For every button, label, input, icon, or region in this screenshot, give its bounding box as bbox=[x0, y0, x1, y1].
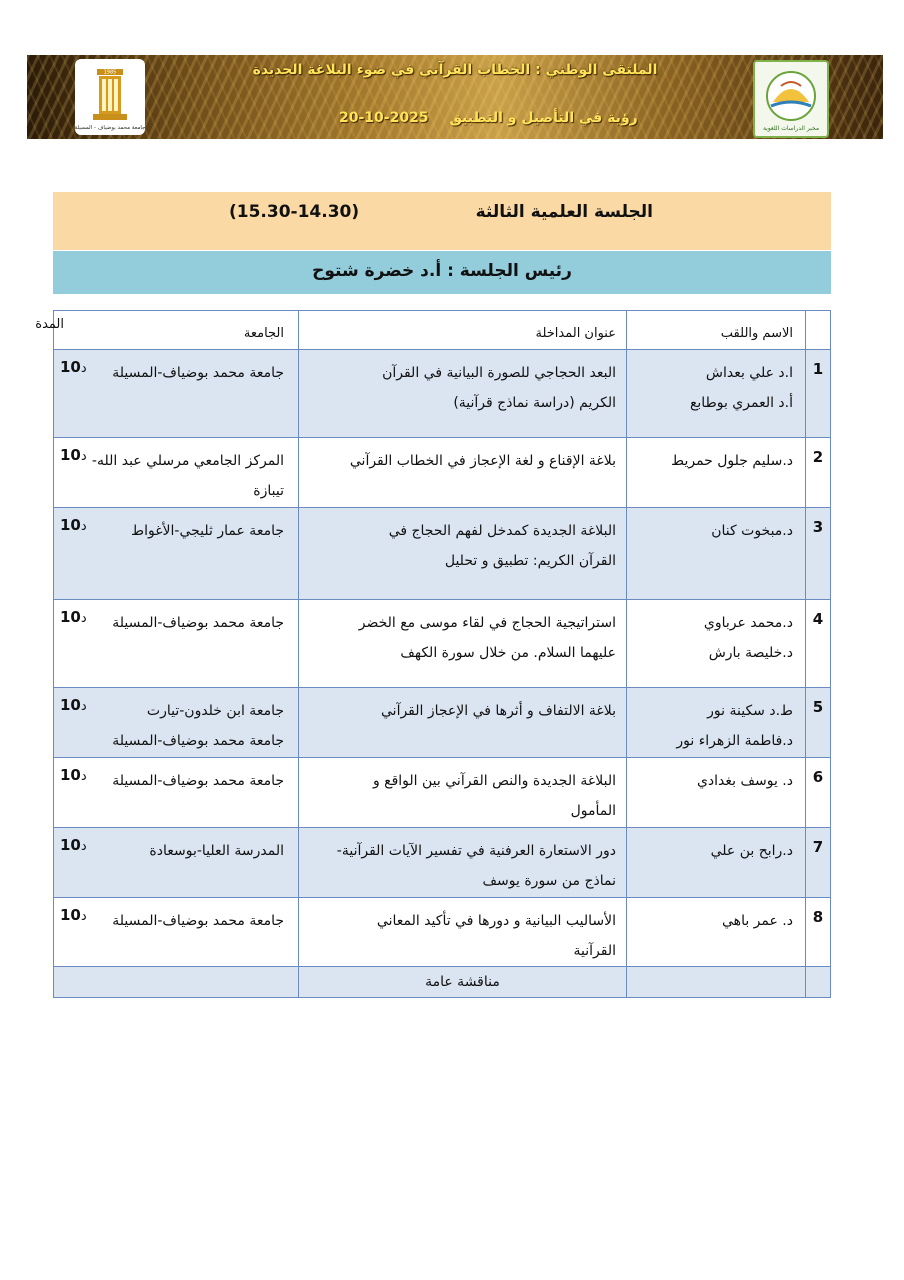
subtitle-text: رؤية في التأصيل و التطبيق bbox=[449, 110, 638, 126]
header-university: الجامعة bbox=[54, 311, 299, 350]
duration-value: 10 bbox=[60, 906, 81, 924]
talk-title-line: القرآنية bbox=[573, 943, 616, 959]
speaker-cell bbox=[627, 438, 806, 508]
university-line: تيبازة bbox=[253, 483, 284, 499]
university-line: جامعة عمار ثليجي-الأغواط bbox=[131, 523, 284, 539]
table-body bbox=[54, 350, 831, 998]
duration-unit: د bbox=[80, 909, 87, 924]
speaker-name: د.خليصة بارش bbox=[708, 645, 793, 661]
duration-value: 10 bbox=[60, 358, 81, 376]
talk-title-line: البعد الحجاجي للصورة البيانية في القرآن bbox=[382, 365, 616, 381]
talk-title-line: بلاغة الإقناع و لغة الإعجاز في الخطاب القرآني bbox=[349, 453, 616, 469]
session-time: (15.30-14.30) bbox=[229, 202, 360, 222]
lab-logo bbox=[753, 60, 829, 138]
discussion-univ-cell bbox=[54, 967, 299, 998]
duration-unit: د bbox=[80, 839, 87, 854]
logo-caption-text: جامعة محمد بوضياف - المسيلة bbox=[75, 125, 145, 131]
talk-title-line: المأمول bbox=[570, 803, 616, 819]
header-title: عنوان المداخلة bbox=[299, 311, 627, 350]
speaker-name: د.محمد عرباوي bbox=[703, 615, 793, 631]
talk-title-line: الكريم (دراسة نماذج قرآنية) bbox=[453, 395, 616, 411]
university-line: جامعة ابن خلدون-تيارت bbox=[146, 703, 284, 719]
speaker-name: د.سليم جلول حمريط bbox=[671, 453, 793, 469]
university-cell bbox=[54, 688, 299, 758]
discussion-num-cell bbox=[806, 967, 831, 998]
duration-value: 10 bbox=[60, 608, 81, 626]
talk-title-cell bbox=[299, 898, 627, 967]
speaker-cell bbox=[627, 758, 806, 828]
speaker-cell bbox=[627, 828, 806, 898]
session-header bbox=[53, 192, 831, 250]
table-header-row: الاسم واللقب عنوان المداخلة الجامعة المدة bbox=[54, 311, 831, 350]
duration-unit: د bbox=[80, 519, 87, 534]
discussion-label: مناقشة عامة bbox=[299, 967, 627, 998]
talk-title-cell bbox=[299, 438, 627, 508]
duration-value: 10 bbox=[60, 446, 81, 464]
speaker-cell bbox=[627, 350, 806, 438]
row-number: 8 bbox=[806, 898, 831, 967]
speaker-cell bbox=[627, 898, 806, 967]
speaker-name: د.مبخوت كنان bbox=[711, 523, 793, 539]
row-number: 7 bbox=[806, 828, 831, 898]
speaker-name: د.فاطمة الزهراء نور bbox=[676, 733, 793, 749]
row-number: 2 bbox=[806, 438, 831, 508]
speaker-name: د. عمر باهي bbox=[722, 913, 793, 929]
university-line: جامعة محمد بوضياف-المسيلة bbox=[112, 913, 284, 929]
header-num bbox=[806, 311, 831, 350]
talk-title-line: دور الاستعارة العرفنية في تفسير الآيات القرآنية- bbox=[336, 843, 616, 859]
duration-unit: د bbox=[80, 769, 87, 784]
university-cell bbox=[54, 828, 299, 898]
header-name: الاسم واللقب bbox=[627, 311, 806, 350]
duration-value: 10 bbox=[60, 766, 81, 784]
speaker-cell bbox=[627, 688, 806, 758]
conference-title: الملتقى الوطني : الخطاب القرآني في ضوء البلاغة الجديدة bbox=[252, 62, 658, 78]
duration-unit: د bbox=[80, 361, 87, 376]
speaker-name: د. يوسف بغدادي bbox=[696, 773, 793, 789]
speaker-cell bbox=[627, 600, 806, 688]
row-number: 5 bbox=[806, 688, 831, 758]
university-line: المدرسة العليا-بوسعادة bbox=[149, 843, 284, 859]
talk-title-line: استراتيجية الحجاج في لقاء موسى مع الخضر bbox=[358, 615, 616, 631]
row-number: 1 bbox=[806, 350, 831, 438]
session-chair-bar bbox=[53, 251, 831, 294]
university-cell bbox=[54, 438, 299, 508]
table-row bbox=[54, 600, 831, 688]
discussion-row bbox=[54, 967, 831, 998]
speaker-name: د.رابح بن علي bbox=[710, 843, 793, 859]
duration-unit: د bbox=[80, 611, 87, 626]
talk-title-cell bbox=[299, 758, 627, 828]
talk-title-cell bbox=[299, 600, 627, 688]
university-line: المركز الجامعي مرسلي عبد الله- bbox=[91, 453, 284, 469]
table-row bbox=[54, 438, 831, 508]
university-cell bbox=[54, 350, 299, 438]
talk-title-line: البلاغة الجديدة كمدخل لفهم الحجاج في bbox=[388, 523, 616, 539]
talk-title-line: عليهما السلام. من خلال سورة الكهف bbox=[400, 645, 616, 661]
university-line: جامعة محمد بوضياف-المسيلة bbox=[112, 733, 284, 749]
talk-title-cell bbox=[299, 828, 627, 898]
talk-title-line: نماذج من سورة يوسف bbox=[482, 873, 616, 889]
duration-value: 10 bbox=[60, 696, 81, 714]
duration-value: 10 bbox=[60, 516, 81, 534]
university-line: جامعة محمد بوضياف-المسيلة bbox=[112, 773, 284, 789]
logo-year-text: 1985 bbox=[103, 69, 117, 76]
row-number: 6 bbox=[806, 758, 831, 828]
talk-title-line: بلاغة الالتفاف و أثرها في الإعجاز القرآني bbox=[381, 703, 616, 719]
talk-title-line: البلاغة الجديدة والنص القرآني بين الواقع و bbox=[372, 773, 616, 789]
university-cell bbox=[54, 758, 299, 828]
discussion-name-cell bbox=[627, 967, 806, 998]
session-chair: رئيس الجلسة : أ.د خضرة شتوح bbox=[312, 261, 572, 281]
talk-title-cell bbox=[299, 508, 627, 600]
talk-title-line: الأساليب البيانية و دورها في تأكيد المعاني bbox=[376, 913, 616, 929]
university-line: جامعة محمد بوضياف-المسيلة bbox=[112, 365, 284, 381]
conference-date: 20-10-2025 bbox=[339, 110, 429, 126]
table-row bbox=[54, 828, 831, 898]
table-row bbox=[54, 508, 831, 600]
table-row bbox=[54, 688, 831, 758]
duration-value: 10 bbox=[60, 836, 81, 854]
duration-unit: د bbox=[80, 699, 87, 714]
speaker-cell bbox=[627, 508, 806, 600]
table-row bbox=[54, 898, 831, 967]
university-line: جامعة محمد بوضياف-المسيلة bbox=[112, 615, 284, 631]
talk-title-line: القرآن الكريم: تطبيق و تحليل bbox=[444, 553, 616, 569]
duration-unit: د bbox=[80, 449, 87, 464]
table-row bbox=[54, 758, 831, 828]
speaker-name: ط.د سكينة نور bbox=[707, 703, 793, 719]
university-cell bbox=[54, 898, 299, 967]
schedule-table bbox=[35, 310, 831, 998]
talk-title-cell bbox=[299, 688, 627, 758]
conference-subtitle bbox=[339, 110, 638, 126]
university-cell bbox=[54, 508, 299, 600]
table-row bbox=[54, 350, 831, 438]
university-cell bbox=[54, 600, 299, 688]
lab-logo-text: مخبر الدراسات اللغوية bbox=[762, 125, 820, 132]
speaker-name: أ.د العمري بوطابع bbox=[689, 395, 793, 411]
speaker-name: ا.د علي بعداش bbox=[705, 365, 793, 381]
row-number: 3 bbox=[806, 508, 831, 600]
row-number: 4 bbox=[806, 600, 831, 688]
talk-title-cell bbox=[299, 350, 627, 438]
header-banner bbox=[27, 55, 883, 139]
session-title: الجلسة العلمية الثالثة bbox=[475, 202, 653, 222]
